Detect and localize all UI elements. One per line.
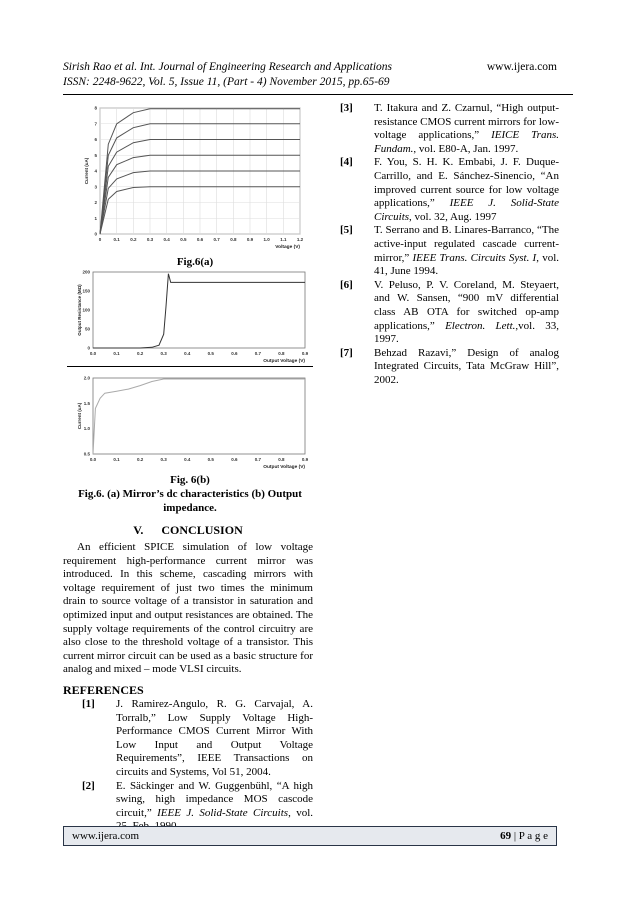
fig6a-caption: Fig.6(a) (176, 256, 214, 268)
page-footer (63, 826, 557, 846)
reference-text (374, 279, 559, 347)
reference-text-end: , vol. E80-A, Jan. 1997. (413, 142, 519, 155)
y-tick-label: 2.0 (83, 375, 90, 381)
running-header-journal: Sirish Rao et al. Int. Journal of Engineering Research and Applications (63, 61, 392, 73)
references-heading: REFERENCES (63, 683, 144, 697)
x-tick-label: 1.1 (280, 237, 287, 242)
fig6-caption (67, 488, 313, 515)
reference-text-end: , vol. 41, June 1994. (374, 251, 559, 278)
reference-text (374, 156, 559, 224)
x-tick-label: 0.5 (207, 457, 214, 462)
reference-text (116, 698, 313, 780)
y-tick-label: 0 (87, 345, 90, 351)
fig6b-resistance-chart (67, 268, 313, 364)
reference-number: [7] (340, 346, 353, 359)
reference-text-main: Behzad Razavi,” Design of analog Integrated Circuits, Tata McGraw Hill”, 2002. (374, 346, 559, 386)
reference-item (340, 102, 559, 156)
y-tick-label: 3 (94, 184, 97, 190)
reference-number: [1] (82, 698, 95, 710)
reference-text-end: , vol. (288, 806, 314, 819)
y-axis-label: Current (uA) (77, 402, 82, 430)
x-tick-label: 1.0 (263, 237, 270, 242)
x-tick-label: 0.8 (278, 351, 285, 356)
reference-venue: IEEE J. Solid-State Circuits (374, 197, 559, 223)
x-axis-label: Output Voltage (V) (263, 465, 305, 470)
x-tick-label: 0.8 (278, 457, 285, 462)
reference-item (340, 156, 559, 224)
x-tick-label: 0.1 (113, 457, 120, 462)
x-tick-label: 0.5 (180, 237, 187, 242)
reference-text-end: ,vol. 33, 1997. (374, 319, 559, 346)
x-tick-label: 0.2 (136, 351, 144, 356)
reference-text-main: T. Serrano and B. Linares-Barranco, “The active-input regulated cascade current-mirror,” (374, 224, 559, 264)
x-tick-label: 0.7 (254, 351, 262, 356)
x-tick-label: 0.4 (184, 351, 191, 356)
figure-separator (67, 366, 313, 367)
y-tick-label: 50 (84, 326, 90, 332)
x-tick-label: 0 (98, 237, 102, 242)
reference-text-end: , vol. 32, Aug. 1997 (409, 210, 497, 223)
y-axis-label: Output Resistance (MΩ) (77, 284, 82, 336)
x-tick-label: 1.2 (296, 237, 304, 242)
reference-venue: IEEE Trans. Circuits Syst. I (412, 251, 537, 264)
x-tick-label: 0.2 (136, 457, 144, 462)
x-tick-label: 0.9 (301, 457, 309, 462)
reference-item (82, 698, 313, 780)
x-tick-label: 0.7 (213, 237, 220, 242)
footer-url[interactable]: www.ijera.com (72, 830, 140, 842)
reference-number: [6] (340, 278, 353, 291)
conclusion-heading: V. CONCLUSION (133, 523, 243, 537)
fig6b-current-chart (67, 374, 313, 470)
fig6-caption-line1: Fig.6. (a) Mirror’s dc characteristics (b) Output (78, 488, 302, 500)
x-tick-label: 0.7 (254, 457, 262, 462)
x-tick-label: 0.6 (231, 351, 238, 356)
x-tick-label: 0.2 (130, 237, 137, 242)
y-tick-label: 8 (94, 105, 97, 111)
fig6a-chart (82, 104, 308, 252)
fig6-caption-line2: impedance. (163, 501, 217, 514)
reference-number: [3] (340, 102, 353, 114)
reference-venue: IEEE J. Solid-State Circuits (157, 806, 289, 819)
reference-item (340, 347, 559, 388)
reference-text (374, 102, 559, 156)
y-tick-label: 5 (94, 152, 97, 158)
reference-number: [2] (82, 779, 95, 792)
y-axis-label: Current (uA) (84, 157, 89, 185)
x-tick-label: 0.3 (160, 351, 167, 356)
x-tick-label: 0.6 (196, 237, 204, 242)
reference-venue: IEICE Trans. Fundam. (374, 129, 559, 155)
x-axis-label: Voltage (V) (275, 245, 300, 250)
y-tick-label: 1 (94, 215, 97, 221)
y-tick-label: 200 (82, 269, 90, 275)
x-tick-label: 0.9 (301, 351, 309, 356)
y-tick-label: 150 (82, 288, 90, 294)
reference-text (374, 224, 559, 278)
y-tick-label: 2 (94, 200, 97, 205)
x-tick-label: 0.0 (89, 351, 97, 356)
x-tick-label: 0.3 (146, 237, 154, 242)
reference-text-main: T. Itakura and Z. Czarnul, “High output-resistance CMOS current mirrors for low-voltage applications,” (374, 102, 559, 142)
y-tick-label: 7 (94, 121, 97, 127)
x-tick-label: 0.4 (163, 237, 170, 242)
x-tick-label: 0.1 (113, 237, 120, 242)
reference-venue: Electron. Lett. (445, 319, 516, 332)
reference-number: [4] (340, 156, 353, 169)
y-tick-label: 0 (94, 231, 97, 237)
header-rule (63, 94, 573, 95)
x-tick-label: 0.0 (89, 457, 97, 462)
x-tick-label: 0.1 (113, 351, 120, 356)
reference-item (340, 279, 559, 347)
footer-page-number: 69 (500, 830, 512, 842)
reference-item (340, 224, 559, 278)
y-tick-label: 0.5 (83, 451, 90, 457)
x-axis-label: Output Voltage (V) (263, 359, 305, 364)
x-tick-label: 0.4 (184, 457, 191, 462)
footer-page-label: | P a g e (511, 830, 548, 842)
x-tick-label: 0.5 (207, 351, 214, 356)
y-tick-label: 1.0 (83, 426, 90, 432)
x-tick-label: 0.8 (230, 237, 237, 242)
running-header-issn: ISSN: 2248-9622, Vol. 5, Issue 11, (Part - 4) November 2015, pp.65-69 (63, 76, 390, 88)
x-tick-label: 0.3 (160, 457, 167, 462)
x-tick-label: 0.6 (231, 457, 238, 462)
running-header-url[interactable]: www.ijera.com (486, 61, 557, 73)
reference-text-main: E. Säckinger and W. Guggenbühl, “A high swing, high impedance MOS cascode circuit,” (116, 779, 313, 819)
y-tick-label: 6 (94, 137, 97, 142)
reference-text-main: J. Ramirez-Angulo, R. G. Carvajal, A. Torralb,” Low Supply Voltage High-Performance CMOS Current Mirror With Low Input and Output Voltage Requirements”, IEEE Transactions on circuits and Systems, Vol 51, 2004. (116, 698, 313, 778)
conclusion-body: An efficient SPICE simulation of low voltage requirement high-performance current mirror was introduced. In this scheme, cascading mirrors with voltage requirement of just two times the minimum drain to source voltage of a transistor in saturation and optimized input and output resistances are obtained. The supply voltage requirements of the control circuitry are also close to the threshold voltage of a transistor. This current mirror circuit can be used as a basic structure for analog and mixed – mode VLSI circuits. (63, 541, 313, 676)
reference-number: [5] (340, 224, 353, 237)
reference-text-main: F. You, S. H. K. Embabi, J. F. Duque-Carrillo, and E. Sánchez-Sinencio, “An improved current source for low voltage applications,” (374, 156, 559, 210)
footer-page (500, 830, 548, 842)
fig6b-caption: Fig. 6(b) (170, 474, 210, 486)
y-tick-label: 1.5 (83, 400, 90, 406)
references-list-right (340, 102, 559, 387)
reference-text (374, 347, 559, 388)
x-tick-label: 0.9 (246, 237, 254, 242)
y-tick-label: 100 (82, 307, 90, 313)
reference-text-main: V. Peluso, P. V. Coreland, M. Steyaert, and W. Sansen, “900 mV differential class AB OTA for switched op-amp applications,” (374, 278, 559, 332)
references-list-left (82, 698, 313, 834)
plot-area (93, 272, 305, 348)
y-tick-label: 4 (94, 168, 97, 174)
